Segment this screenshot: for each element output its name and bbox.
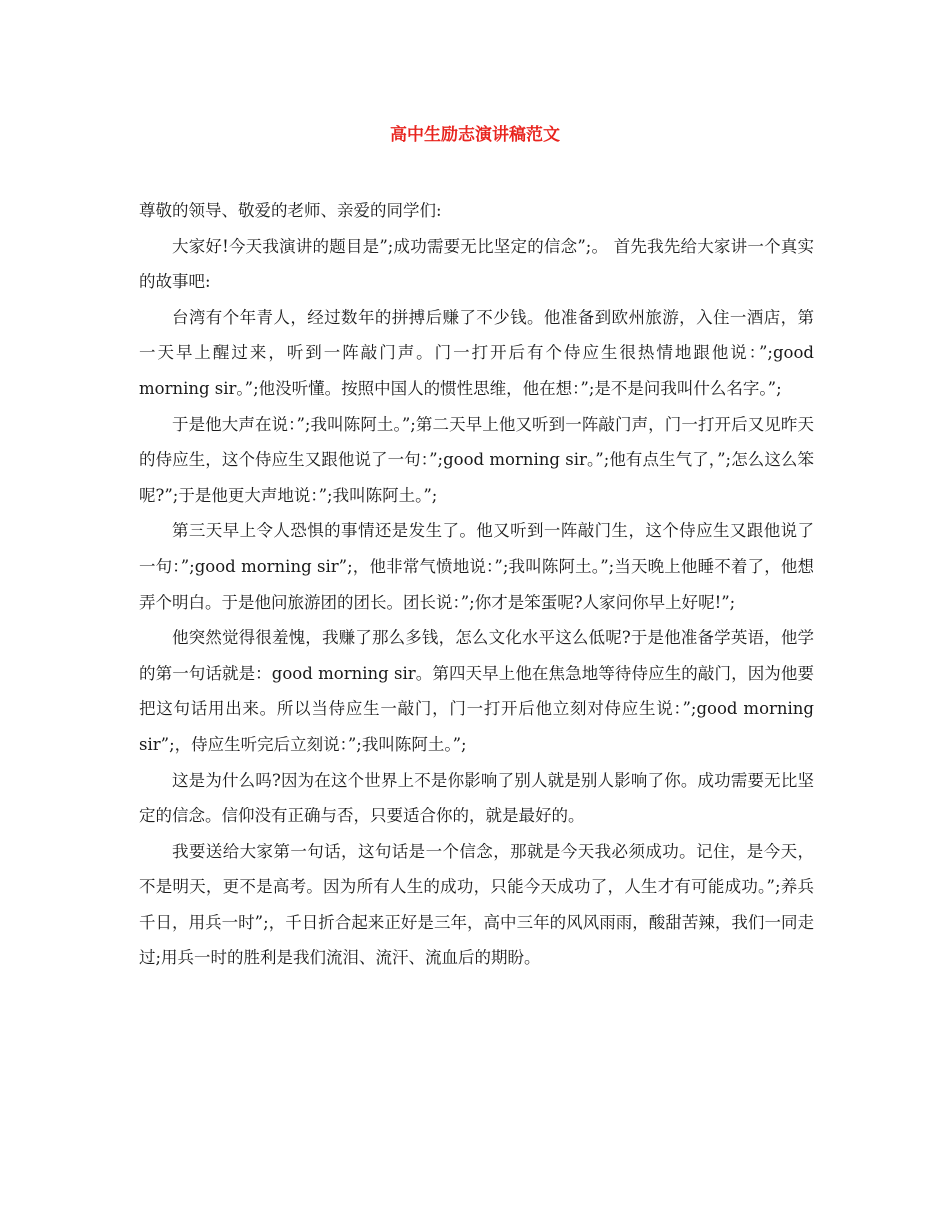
body-paragraph-2: 台湾有个年青人，经过数年的拼搏后赚了不少钱。他准备到欧州旅游，入住一酒店，第一天早上醒过来，听到一阵敲门声。门一打开后有个侍应生很热情地跟他说：”;good morning sir。”;他没听懂。按照中国人的惯性思维，他在想：”;是不是问我叫什么名字。”; <box>139 307 814 398</box>
body-paragraph-3: 于是他大声在说：”;我叫陈阿土。”;第二天早上他又听到一阵敲门声，门一打开后又见昨天的侍应生，这个侍应生又跟他说了一句：”;good morning sir。”;他有点生气了，”;怎么这么笨呢?”;于是他更大声地说：”;我叫陈阿土。”; <box>139 414 814 505</box>
body-paragraph-4: 第三天早上令人恐惧的事情还是发生了。他又听到一阵敲门生，这个侍应生又跟他说了一句：”;good morning sir”;，他非常气愤地说：”;我叫陈阿土。”;当天晚上他睡不着了，他想弄个明白。于是他问旅游团的团长。团长说：”;你才是笨蛋呢?人家问你早上好呢!”; <box>139 521 814 612</box>
body-paragraph-5: 他突然觉得很羞愧，我赚了那么多钱，怎么文化水平这么低呢?于是他准备学英语，他学的第一句话就是：good morning sir。第四天早上他在焦急地等待侍应生的敲门，因为他要把这句话用出来。所以当侍应生一敲门，门一打开后他立刻对侍应生说：”;good morning sir”;，侍应生听完后立刻说：”;我叫陈阿土。”; <box>139 628 814 754</box>
body-paragraph-7: 我要送给大家第一句话，这句话是一个信念，那就是今天我必须成功。记住，是今天，不是明天，更不是高考。因为所有人生的成功，只能今天成功了，人生才有可能成功。”;养兵千日，用兵一时”;，千日折合起来正好是三年，高中三年的风风雨雨，酸甜苦辣，我们一同走过;用兵一时的胜利是我们流泪、流汗、流血后的期盼。 <box>139 841 814 968</box>
salutation-paragraph: 尊敬的领导、敬爱的老师、亲爱的同学们: <box>139 201 442 220</box>
body-paragraph-1: 大家好!今天我演讲的题目是”;成功需要无比坚定的信念”;。 首先我先给大家讲一个真实的故事吧: <box>139 236 814 292</box>
body-paragraph-6: 这是为什么吗?因为在这个世界上不是你影响了别人就是别人影响了你。成功需要无比坚定的信念。信仰没有正确与否，只要适合你的，就是最好的。 <box>139 770 814 826</box>
document-body <box>139 193 814 976</box>
document-title: 高中生励志演讲稿范文 <box>390 125 560 145</box>
